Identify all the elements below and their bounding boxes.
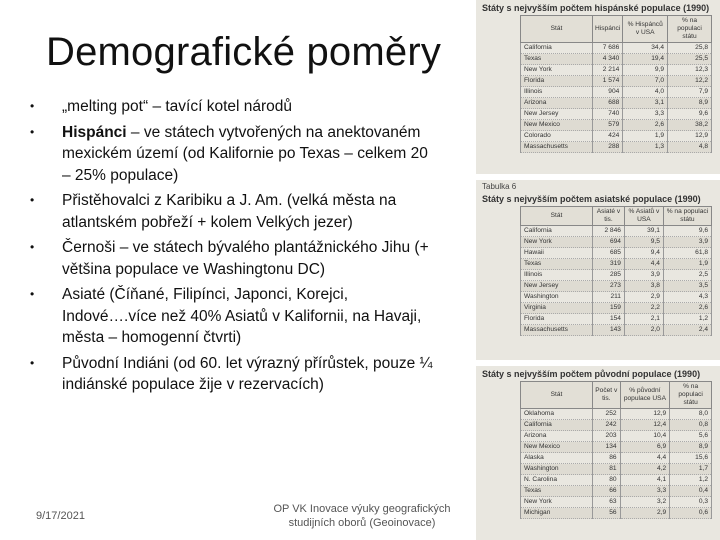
value-cell: 4,8 [668,142,712,153]
value-cell: 1,9 [663,259,711,270]
value-cell: 25,5 [668,54,712,65]
state-cell: Washington [521,292,593,303]
value-cell: 8,0 [670,409,712,420]
table-row [521,442,712,453]
state-cell: New York [521,237,593,248]
state-cell: New York [521,497,593,508]
value-cell: 273 [593,281,625,292]
bullet-list [30,96,440,400]
value-cell: 3,1 [623,98,668,109]
table-caption: Státy s nejvyšším počtem hispánské populace (1990) [482,3,710,13]
table-header: Stát [521,16,593,43]
table-row [521,453,712,464]
value-cell: 740 [593,109,623,120]
native-table-image [476,366,720,540]
value-cell: 61,8 [663,248,711,259]
bullet-text: Černoši – ve státech bývalého plantážnického Jihu (+ většina populace ve Washingtonu DC) [62,239,429,278]
table-caption: Státy s nejvyšším počtem původní populace (1990) [482,369,701,379]
table-row [521,325,712,336]
table-row [521,464,712,475]
value-cell: 685 [593,248,625,259]
value-cell: 39,1 [624,226,663,237]
value-cell: 5,6 [670,431,712,442]
value-cell: 9,6 [668,109,712,120]
bullet-text: Původní Indiáni (od 60. let výrazný přírůstek, pouze ¼ indiánské populace žije v rezervacích) [62,354,433,393]
state-cell: Massachusetts [521,325,593,336]
state-cell: Virginia [521,303,593,314]
state-cell: Michigan [521,508,593,519]
table-row [521,259,712,270]
state-cell: N. Carolina [521,475,593,486]
value-cell: 285 [593,270,625,281]
table-header: Stát [521,382,593,409]
table-header: Počet v tis. [593,382,621,409]
value-cell: 2 214 [593,65,623,76]
table-row [521,281,712,292]
value-cell: 8,9 [670,442,712,453]
table-header: % Asiatů v USA [624,207,663,226]
value-cell: 4,1 [620,475,670,486]
value-cell: 8,9 [668,98,712,109]
table-row [521,98,712,109]
state-cell: Massachusetts [521,142,593,153]
value-cell: 12,2 [668,76,712,87]
value-cell: 134 [593,442,621,453]
value-cell: 12,4 [620,420,670,431]
value-cell: 7 686 [593,43,623,54]
hispanic-table-image [476,0,720,174]
table-row [521,486,712,497]
state-cell: New Mexico [521,442,593,453]
state-cell: Washington [521,464,593,475]
value-cell: 81 [593,464,621,475]
value-cell: 424 [593,131,623,142]
table-header: Hispánci [593,16,623,43]
state-cell: Texas [521,486,593,497]
value-cell: 154 [593,314,625,325]
table-row [521,409,712,420]
asian-table-image [476,180,720,360]
bullet-item [30,122,440,187]
state-cell: Arizona [521,98,593,109]
table-number: Tabulka 6 [482,182,517,191]
value-cell: 1,2 [670,475,712,486]
table-row [521,87,712,98]
state-cell: Texas [521,54,593,65]
table-header: % na populaci státu [668,16,712,43]
value-cell: 12,9 [668,131,712,142]
value-cell: 0,4 [670,486,712,497]
table-caption: Státy s nejvyšším počtem asiatské populace (1990) [482,194,701,204]
value-cell: 7,9 [668,87,712,98]
state-cell: Hawaii [521,248,593,259]
value-cell: 38,2 [668,120,712,131]
footer-date: 9/17/2021 [36,510,85,522]
slide-title: Demografické poměry [46,30,442,74]
value-cell: 86 [593,453,621,464]
value-cell: 3,2 [620,497,670,508]
table-row [521,120,712,131]
bullet-item [30,96,440,118]
value-cell: 4,4 [624,259,663,270]
value-cell: 159 [593,303,625,314]
table-row [521,314,712,325]
value-cell: 15,6 [670,453,712,464]
state-cell: Arizona [521,431,593,442]
value-cell: 0,3 [670,497,712,508]
state-cell: Illinois [521,270,593,281]
state-cell: California [521,420,593,431]
value-cell: 694 [593,237,625,248]
value-cell: 2,9 [620,508,670,519]
value-cell: 9,4 [624,248,663,259]
state-cell: Florida [521,76,593,87]
table-row [521,76,712,87]
state-cell: New Mexico [521,120,593,131]
table-row [521,54,712,65]
table-row [521,109,712,120]
value-cell: 252 [593,409,621,420]
table-row [521,270,712,281]
value-cell: 3,5 [663,281,711,292]
value-cell: 12,3 [668,65,712,76]
value-cell: 579 [593,120,623,131]
asian-table [520,206,712,336]
value-cell: 9,5 [624,237,663,248]
value-cell: 19,4 [623,54,668,65]
table-row [521,497,712,508]
table-row [521,508,712,519]
state-cell: New Jersey [521,281,593,292]
value-cell: 3,3 [620,486,670,497]
state-cell: California [521,226,593,237]
value-cell: 211 [593,292,625,303]
hispanic-table [520,15,712,153]
value-cell: 2,2 [624,303,663,314]
value-cell: 56 [593,508,621,519]
table-row [521,248,712,259]
value-cell: 6,9 [620,442,670,453]
table-header: % Hispánců v USA [623,16,668,43]
bullet-text: „melting pot“ – tavící kotel národů [62,98,293,115]
value-cell: 288 [593,142,623,153]
state-cell: Colorado [521,131,593,142]
bullet-item [30,237,440,280]
state-cell: Texas [521,259,593,270]
value-cell: 1,9 [623,131,668,142]
value-cell: 904 [593,87,623,98]
value-cell: 25,8 [668,43,712,54]
value-cell: 1,2 [663,314,711,325]
value-cell: 4,4 [620,453,670,464]
value-cell: 12,9 [620,409,670,420]
table-row [521,65,712,76]
value-cell: 4,3 [663,292,711,303]
table-row [521,431,712,442]
value-cell: 2,9 [624,292,663,303]
value-cell: 4 340 [593,54,623,65]
table-row [521,142,712,153]
state-cell: New Jersey [521,109,593,120]
table-row [521,237,712,248]
value-cell: 63 [593,497,621,508]
bullet-text: Přistěhovalci z Karibiku a J. Am. (velká města na atlantském pobřeží + kolem Velkých jezer) [62,192,397,231]
value-cell: 2,6 [623,120,668,131]
value-cell: 2,6 [663,303,711,314]
bullet-text: Asiaté (Číňané, Filipínci, Japonci, Korejci, Indové….více než 40% Asiatů v Kalifornii, na Havaji, města – homogenní čtvrti) [62,286,422,346]
state-cell: New York [521,65,593,76]
table-header: Asiaté v tis. [593,207,625,226]
table-header: % původní populace USA [620,382,670,409]
state-cell: Florida [521,314,593,325]
bullet-text: – ve státech vytvořených na anektovaném mexickém území (od Kalifornie po Texas – celkem 20 – 25% populace) [62,123,428,184]
state-cell: Alaska [521,453,593,464]
native-table [520,381,712,519]
bullet-item [30,284,440,349]
value-cell: 3,8 [624,281,663,292]
value-cell: 0,6 [670,508,712,519]
value-cell: 1 574 [593,76,623,87]
value-cell: 203 [593,431,621,442]
value-cell: 7,0 [623,76,668,87]
table-row [521,420,712,431]
value-cell: 2,4 [663,325,711,336]
value-cell: 4,0 [623,87,668,98]
table-header: Stát [521,207,593,226]
value-cell: 66 [593,486,621,497]
value-cell: 2,5 [663,270,711,281]
table-row [521,292,712,303]
value-cell: 3,9 [663,237,711,248]
value-cell: 242 [593,420,621,431]
value-cell: 3,3 [623,109,668,120]
table-row [521,303,712,314]
value-cell: 1,3 [623,142,668,153]
value-cell: 688 [593,98,623,109]
value-cell: 2,0 [624,325,663,336]
value-cell: 319 [593,259,625,270]
value-cell: 9,6 [663,226,711,237]
bullet-item [30,190,440,233]
state-cell: Oklahoma [521,409,593,420]
table-row [521,131,712,142]
value-cell: 10,4 [620,431,670,442]
value-cell: 4,2 [620,464,670,475]
table-row [521,475,712,486]
table-row [521,43,712,54]
table-header: % na populaci státu [670,382,712,409]
value-cell: 3,9 [624,270,663,281]
bullet-lead: Hispánci [62,123,127,141]
footer-text: OP VK Inovace výuky geografických studijních oborů (Geoinovace) [273,503,451,529]
value-cell: 0,8 [670,420,712,431]
value-cell: 34,4 [623,43,668,54]
value-cell: 80 [593,475,621,486]
value-cell: 143 [593,325,625,336]
value-cell: 9,9 [623,65,668,76]
table-header: % na populaci státu [663,207,711,226]
value-cell: 2,1 [624,314,663,325]
state-cell: Illinois [521,87,593,98]
value-cell: 1,7 [670,464,712,475]
state-cell: California [521,43,593,54]
table-row [521,226,712,237]
value-cell: 2 846 [593,226,625,237]
bullet-item [30,353,440,396]
